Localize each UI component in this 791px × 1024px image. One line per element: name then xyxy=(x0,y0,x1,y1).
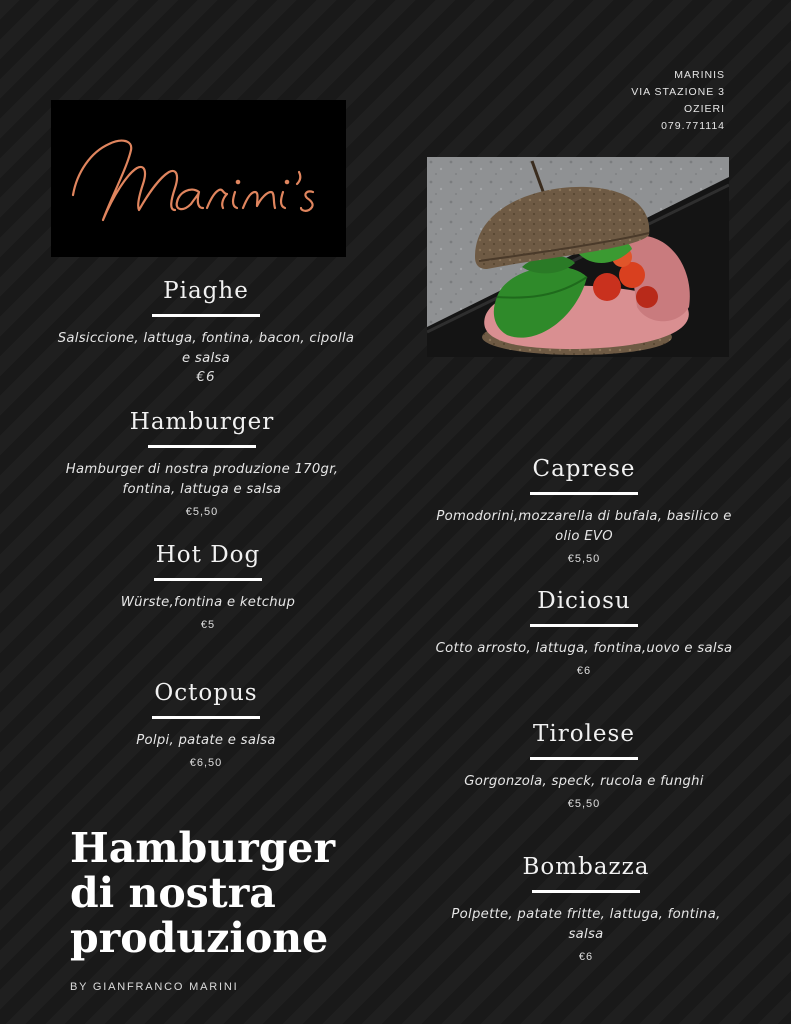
menu-item-piaghe xyxy=(48,276,364,385)
item-price: €6,50 xyxy=(189,757,223,769)
item-description: Salsiccione, lattuga, fontina, bacon, cipolla e salsa xyxy=(57,331,355,366)
divider xyxy=(532,890,640,893)
item-name: Bombazza xyxy=(522,854,650,880)
divider xyxy=(154,578,262,581)
menu-item-caprese xyxy=(418,454,750,565)
item-description: Hamburger di nostra produzione 170gr, fontina, lattuga e salsa xyxy=(65,462,339,497)
city: OZIERI xyxy=(683,103,725,115)
item-name: Caprese xyxy=(532,456,636,482)
menu-item-bombazza xyxy=(420,852,752,963)
menu-item-tirolese xyxy=(418,719,750,810)
divider xyxy=(530,624,638,627)
restaurant-name: MARINIS xyxy=(674,69,725,81)
item-description: Pomodorini,mozzarella di bufala, basilico e olio EVO xyxy=(436,509,732,544)
item-name: Tirolese xyxy=(533,721,635,747)
item-price: €6 xyxy=(578,951,594,963)
item-price: €5 xyxy=(200,619,216,631)
byline: BY GIANFRANCO MARINI xyxy=(70,981,239,993)
logo xyxy=(51,100,346,257)
item-description: Würste,fontina e ketchup xyxy=(120,595,296,610)
item-name: Octopus xyxy=(154,680,258,706)
menu-item-octopus xyxy=(48,678,364,769)
item-price: €6 xyxy=(196,369,216,385)
item-description: Gorgonzola, speck, rucola e funghi xyxy=(464,774,704,789)
item-name: Hamburger xyxy=(129,409,275,435)
item-price: €5,50 xyxy=(185,506,219,518)
logo-script xyxy=(51,100,346,257)
headline-line: Hamburger xyxy=(70,824,336,872)
divider xyxy=(530,492,638,495)
item-price: €6 xyxy=(576,665,592,677)
headline-line: produzione xyxy=(70,914,329,962)
item-price: €5,50 xyxy=(567,553,601,565)
item-name: Piaghe xyxy=(163,278,249,304)
item-name: Diciosu xyxy=(537,588,631,614)
divider xyxy=(148,445,256,448)
phone-number: 079.771114 xyxy=(661,120,725,132)
menu-item-diciosu xyxy=(418,586,750,677)
headline xyxy=(70,826,400,961)
item-description: Polpi, patate e salsa xyxy=(136,733,276,748)
street-address: VIA STAZIONE 3 xyxy=(631,86,725,98)
burger-image xyxy=(427,157,729,357)
item-description: Polpette, patate fritte, lattuga, fontina, salsa xyxy=(451,907,721,942)
item-price: €5,50 xyxy=(567,798,601,810)
divider xyxy=(152,314,260,317)
divider xyxy=(152,716,260,719)
menu-item-hot-dog xyxy=(48,540,368,631)
divider xyxy=(530,757,638,760)
address-block xyxy=(631,67,725,135)
headline-line: di nostra xyxy=(70,869,276,917)
burger-photo xyxy=(427,157,729,357)
menu-item-hamburger xyxy=(48,407,356,518)
item-name: Hot Dog xyxy=(155,542,261,568)
item-description: Cotto arrosto, lattuga, fontina,uovo e salsa xyxy=(435,641,733,656)
